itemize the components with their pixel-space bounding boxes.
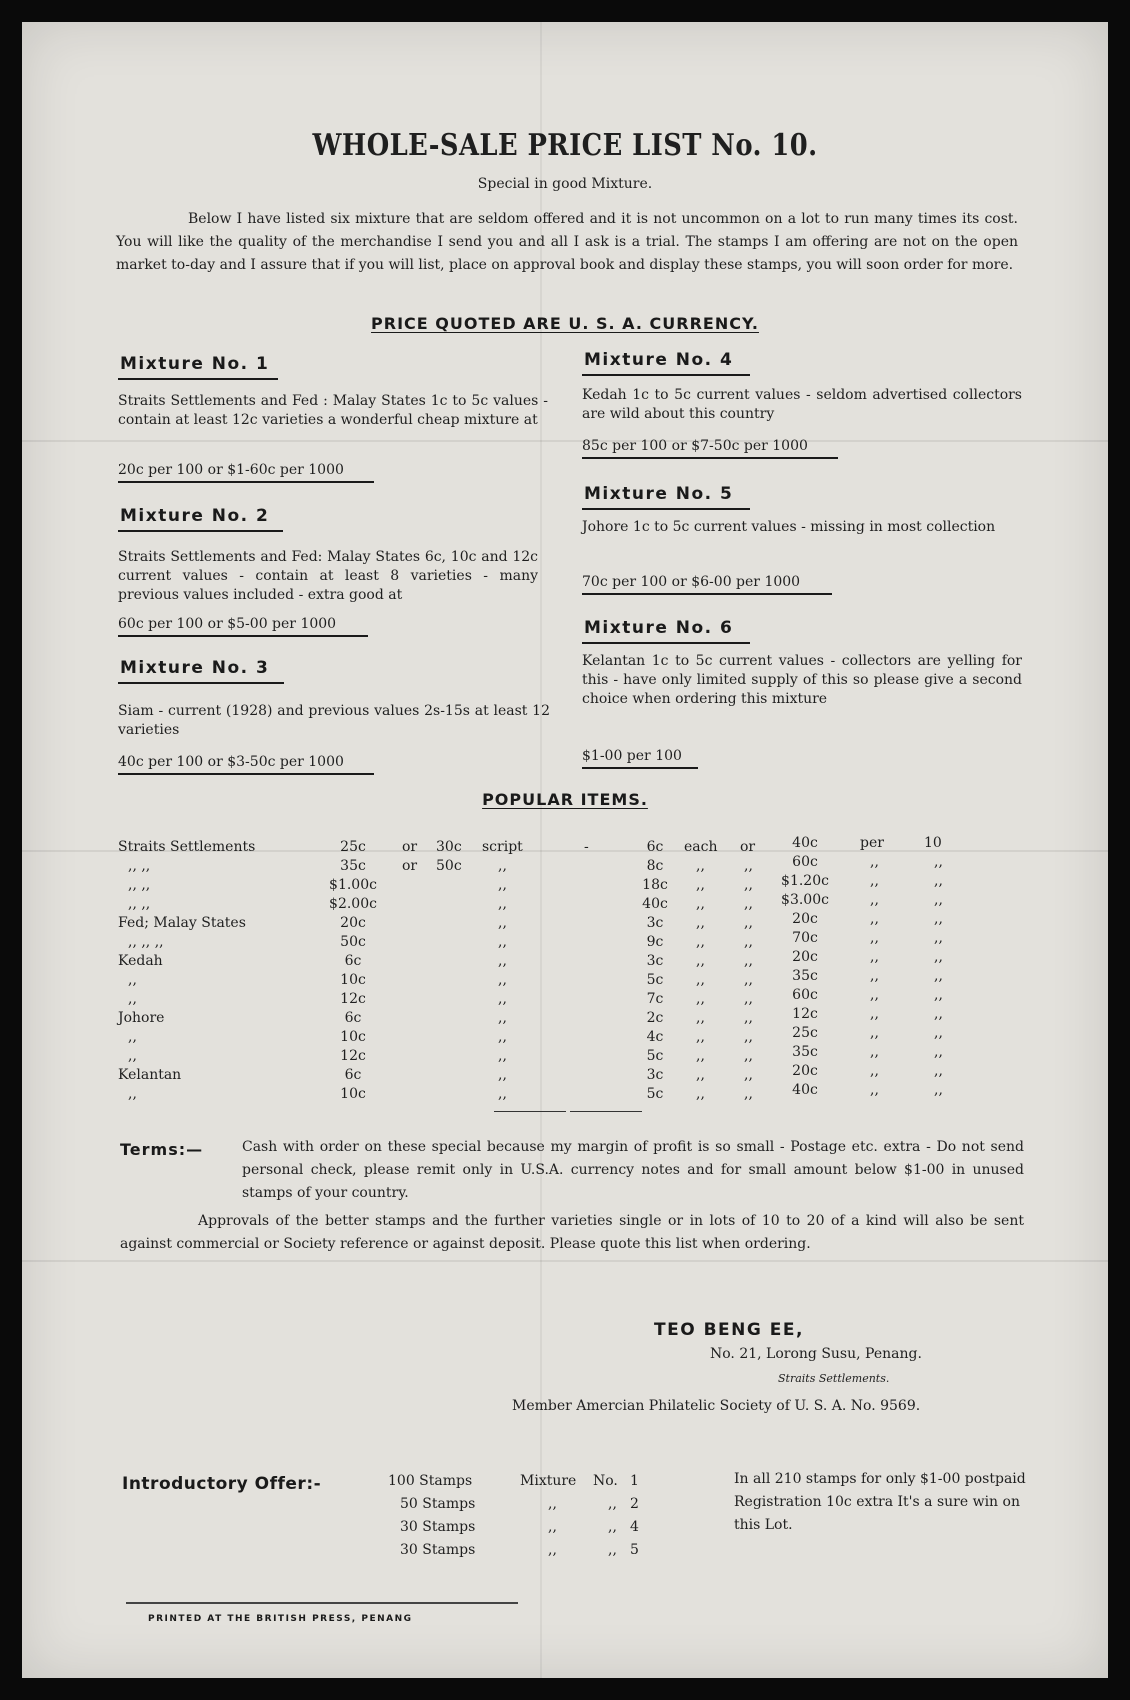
mixture-3-description: Siam - current (1928) and previous values 2s-15s at least 12 varieties bbox=[118, 703, 550, 738]
qty-cell: 10 bbox=[924, 835, 942, 851]
each-cell: ,, bbox=[696, 972, 705, 988]
offer-mixture: ,, bbox=[548, 1496, 557, 1512]
popular-items-table bbox=[118, 835, 978, 1104]
qty-cell: ,, bbox=[934, 968, 943, 984]
single-price-cell: 7c bbox=[646, 991, 664, 1007]
price-underline bbox=[582, 457, 838, 459]
single-price-cell: 40c bbox=[642, 896, 668, 912]
mixture-6-description: Kelantan 1c to 5c current values - collectors are yelling for this - have only limited supply of this so please give a second choice when ordering this mixture bbox=[582, 653, 1022, 707]
offer-num: 5 bbox=[630, 1542, 639, 1558]
bulk-price-cell: 20c bbox=[792, 911, 818, 927]
or-cell: ,, bbox=[744, 1048, 753, 1064]
bulk-price-cell: $3.00c bbox=[781, 892, 829, 908]
offer-no: ,, bbox=[608, 1496, 617, 1512]
per-cell: ,, bbox=[870, 1006, 879, 1022]
qty-cell: ,, bbox=[934, 987, 943, 1003]
membership-text: Member Amercian Philatelic Society of U. S. A. No. 9569. bbox=[512, 1398, 921, 1414]
each-cell: ,, bbox=[696, 877, 705, 893]
dash: - bbox=[584, 839, 589, 855]
heading-underline bbox=[582, 508, 750, 510]
per-cell: per bbox=[860, 835, 884, 851]
country-cell: Johore bbox=[118, 1010, 165, 1026]
bulk-price-cell: 20c bbox=[792, 949, 818, 965]
each-cell: each bbox=[684, 839, 718, 855]
country-cell: Kedah bbox=[118, 953, 163, 969]
offer-qty: 30 Stamps bbox=[400, 1542, 476, 1558]
each-cell: ,, bbox=[696, 991, 705, 1007]
qty-cell: ,, bbox=[934, 1006, 943, 1022]
offer-num: 1 bbox=[630, 1473, 639, 1489]
value-cell: 6c bbox=[344, 1067, 362, 1083]
alt-or: or bbox=[402, 839, 418, 855]
offer-num: 4 bbox=[630, 1519, 639, 1535]
price-underline bbox=[582, 767, 698, 769]
offer-no: No. bbox=[593, 1473, 618, 1489]
single-price-cell: 3c bbox=[646, 915, 664, 931]
alt-or: or bbox=[402, 858, 418, 874]
per-cell: ,, bbox=[870, 892, 879, 908]
qty-cell: ,, bbox=[934, 1063, 943, 1079]
single-price-cell: 4c bbox=[646, 1029, 664, 1045]
each-cell: ,, bbox=[696, 953, 705, 969]
price-underline bbox=[118, 481, 374, 483]
bulk-price-cell: 35c bbox=[792, 968, 818, 984]
fold-line bbox=[22, 1260, 1108, 1262]
script-cell: ,, bbox=[498, 934, 507, 950]
script-cell: ,, bbox=[498, 896, 507, 912]
mixture-1-description: Straits Settlements and Fed : Malay States 1c to 5c values - contain at least 12c varieties a wonderful cheap mixture at bbox=[118, 393, 548, 428]
script-cell: script bbox=[482, 839, 523, 855]
alt-value: 50c bbox=[436, 858, 462, 874]
per-cell: ,, bbox=[870, 930, 879, 946]
country-cell: ,, ,, ,, bbox=[128, 934, 164, 950]
offer-label: Introductory Offer:- bbox=[122, 1474, 322, 1494]
script-cell: ,, bbox=[498, 877, 507, 893]
mixture-5-heading: Mixture No. 5 bbox=[584, 484, 734, 504]
sender-region: Straits Settlements. bbox=[778, 1372, 890, 1385]
or-cell: ,, bbox=[744, 1067, 753, 1083]
per-cell: ,, bbox=[870, 1044, 879, 1060]
offer-qty: 30 Stamps bbox=[400, 1519, 476, 1535]
country-cell: Fed; Malay States bbox=[118, 915, 246, 931]
bulk-price-cell: 20c bbox=[792, 1063, 818, 1079]
country-cell: Straits Settlements bbox=[118, 839, 256, 855]
page-title: WHOLE-SALE PRICE LIST No. 10. bbox=[312, 128, 818, 163]
value-cell: 25c bbox=[340, 839, 366, 855]
terms-label: Terms:— bbox=[120, 1140, 204, 1159]
script-cell: ,, bbox=[498, 972, 507, 988]
each-cell: ,, bbox=[696, 1067, 705, 1083]
heading-underline bbox=[118, 378, 278, 380]
bulk-price-cell: 70c bbox=[792, 930, 818, 946]
bulk-price-cell: $1.20c bbox=[781, 873, 829, 889]
offer-qty: 100 Stamps bbox=[388, 1473, 473, 1489]
mixture-4-heading: Mixture No. 4 bbox=[584, 350, 734, 370]
mixture-4-description: Kedah 1c to 5c current values - seldom advertised collectors are wild about this country bbox=[582, 387, 1022, 422]
divider bbox=[570, 1111, 642, 1112]
bulk-price-cell: 60c bbox=[792, 987, 818, 1003]
alt-value: 30c bbox=[436, 839, 462, 855]
or-cell: ,, bbox=[744, 858, 753, 874]
mixture-4-price: 85c per 100 or $7-50c per 1000 bbox=[582, 438, 808, 454]
each-cell: ,, bbox=[696, 915, 705, 931]
value-cell: 6c bbox=[344, 1010, 362, 1026]
single-price-cell: 3c bbox=[646, 1067, 664, 1083]
single-price-cell: 8c bbox=[646, 858, 664, 874]
divider bbox=[494, 1111, 566, 1112]
or-cell: ,, bbox=[744, 1086, 753, 1102]
subtitle: Special in good Mixture. bbox=[477, 176, 653, 192]
or-cell: ,, bbox=[744, 915, 753, 931]
script-cell: ,, bbox=[498, 991, 507, 1007]
table-row bbox=[118, 838, 255, 857]
single-price-cell: 5c bbox=[646, 1048, 664, 1064]
country-cell: ,, bbox=[128, 1048, 137, 1064]
each-cell: ,, bbox=[696, 1010, 705, 1026]
mixture-2-price: 60c per 100 or $5-00 per 1000 bbox=[118, 616, 337, 632]
qty-cell: ,, bbox=[934, 911, 943, 927]
value-cell: $2.00c bbox=[329, 896, 377, 912]
single-price-cell: 5c bbox=[646, 972, 664, 988]
sender-address: No. 21, Lorong Susu, Penang. bbox=[710, 1346, 922, 1362]
mixture-2-description: Straits Settlements and Fed: Malay States 6c, 10c and 12c current values - contain at least 8 varieties - many previous values included - extra good at bbox=[118, 549, 538, 603]
bulk-price-cell: 40c bbox=[792, 1082, 818, 1098]
value-cell: 12c bbox=[340, 1048, 366, 1064]
offer-note: In all 210 stamps for only $1-00 postpaid Registration 10c extra It's a sure win on this Lot. bbox=[734, 1471, 1026, 1533]
qty-cell: ,, bbox=[934, 949, 943, 965]
script-cell: ,, bbox=[498, 858, 507, 874]
bulk-price-cell: 25c bbox=[792, 1025, 818, 1041]
per-cell: ,, bbox=[870, 854, 879, 870]
offer-mixture: ,, bbox=[548, 1519, 557, 1535]
bulk-price-cell: 60c bbox=[792, 854, 818, 870]
country-cell: ,, bbox=[128, 991, 137, 1007]
value-cell: 10c bbox=[340, 972, 366, 988]
single-price-cell: 5c bbox=[646, 1086, 664, 1102]
single-price-cell: 9c bbox=[646, 934, 664, 950]
footer-rule bbox=[126, 1602, 518, 1604]
heading-underline bbox=[582, 374, 750, 376]
bulk-price-cell: 35c bbox=[792, 1044, 818, 1060]
value-cell: 35c bbox=[340, 858, 366, 874]
country-cell: ,, ,, bbox=[128, 896, 151, 912]
offer-no: ,, bbox=[608, 1542, 617, 1558]
printer-credit: PRINTED AT THE BRITISH PRESS, PENANG bbox=[148, 1614, 413, 1624]
each-cell: ,, bbox=[696, 858, 705, 874]
country-cell: Kelantan bbox=[118, 1067, 182, 1083]
single-price-cell: 18c bbox=[642, 877, 668, 893]
mixture-6-price: $1-00 per 100 bbox=[582, 748, 682, 764]
each-cell: ,, bbox=[696, 1029, 705, 1045]
mixture-1-price: 20c per 100 or $1-60c per 1000 bbox=[118, 462, 344, 478]
or-cell: ,, bbox=[744, 934, 753, 950]
script-cell: ,, bbox=[498, 915, 507, 931]
price-underline bbox=[118, 773, 374, 775]
value-cell: 20c bbox=[340, 915, 366, 931]
mixture-1-heading: Mixture No. 1 bbox=[120, 354, 270, 374]
bulk-price-cell: 40c bbox=[792, 835, 818, 851]
or-cell: or bbox=[740, 839, 756, 855]
offer-mixture: Mixture bbox=[520, 1473, 577, 1489]
offer-list bbox=[380, 1470, 660, 1566]
value-cell: 50c bbox=[340, 934, 366, 950]
qty-cell: ,, bbox=[934, 873, 943, 889]
offer-mixture: ,, bbox=[548, 1542, 557, 1558]
country-cell: ,, ,, bbox=[128, 877, 151, 893]
per-cell: ,, bbox=[870, 949, 879, 965]
intro-paragraph: Below I have listed six mixture that are seldom offered and it is not uncommon on a lot to run many times its cost. You will like the quality of the merchandise I send you and all I ask is a trial. The stamps I am offering are not on the open market to-day and I assure that if you will list, place on approval book and display these stamps, you will soon order for more. bbox=[116, 211, 1018, 273]
value-cell: 10c bbox=[340, 1086, 366, 1102]
per-cell: ,, bbox=[870, 1063, 879, 1079]
terms-text: Cash with order on these special because my margin of profit is so small - Postage etc. extra - Do not send personal check, please remit only in U.S.A. currency notes and for small amount below $1-00 in unused stamps of your country. bbox=[242, 1139, 1024, 1201]
single-price-cell: 3c bbox=[646, 953, 664, 969]
currency-heading: PRICE QUOTED ARE U. S. A. CURRENCY. bbox=[371, 314, 759, 333]
country-cell: ,, bbox=[128, 972, 137, 988]
price-underline bbox=[582, 593, 832, 595]
mixture-5-price: 70c per 100 or $6-00 per 1000 bbox=[582, 574, 801, 590]
or-cell: ,, bbox=[744, 1029, 753, 1045]
or-cell: ,, bbox=[744, 972, 753, 988]
qty-cell: ,, bbox=[934, 854, 943, 870]
per-cell: ,, bbox=[870, 1082, 879, 1098]
country-cell: ,, bbox=[128, 1029, 137, 1045]
script-cell: ,, bbox=[498, 953, 507, 969]
price-underline bbox=[118, 635, 368, 637]
country-cell: ,, bbox=[128, 1086, 137, 1102]
offer-qty: 50 Stamps bbox=[400, 1496, 476, 1512]
per-cell: ,, bbox=[870, 987, 879, 1003]
or-cell: ,, bbox=[744, 896, 753, 912]
offer-no: ,, bbox=[608, 1519, 617, 1535]
mixture-2-heading: Mixture No. 2 bbox=[120, 506, 270, 526]
script-cell: ,, bbox=[498, 1086, 507, 1102]
popular-items-heading: POPULAR ITEMS. bbox=[482, 790, 648, 809]
script-cell: ,, bbox=[498, 1010, 507, 1026]
per-cell: ,, bbox=[870, 873, 879, 889]
single-price-cell: 2c bbox=[646, 1010, 664, 1026]
mixture-3-heading: Mixture No. 3 bbox=[120, 658, 270, 678]
heading-underline bbox=[118, 530, 283, 532]
heading-underline bbox=[118, 682, 284, 684]
value-cell: 10c bbox=[340, 1029, 366, 1045]
value-cell: 12c bbox=[340, 991, 366, 1007]
approvals-text: Approvals of the better stamps and the further varieties single or in lots of 10 to 20 of a kind will also be sent against commercial or Society reference or against deposit. Please quote this list when ordering. bbox=[120, 1213, 1024, 1252]
qty-cell: ,, bbox=[934, 1082, 943, 1098]
single-price-cell: 6c bbox=[646, 839, 664, 855]
each-cell: ,, bbox=[696, 1086, 705, 1102]
script-cell: ,, bbox=[498, 1067, 507, 1083]
qty-cell: ,, bbox=[934, 892, 943, 908]
mixture-3-price: 40c per 100 or $3-50c per 1000 bbox=[118, 754, 344, 770]
mixture-6-heading: Mixture No. 6 bbox=[584, 618, 734, 638]
per-cell: ,, bbox=[870, 911, 879, 927]
each-cell: ,, bbox=[696, 896, 705, 912]
script-cell: ,, bbox=[498, 1029, 507, 1045]
qty-cell: ,, bbox=[934, 930, 943, 946]
bulk-price-cell: 12c bbox=[792, 1006, 818, 1022]
per-cell: ,, bbox=[870, 1025, 879, 1041]
or-cell: ,, bbox=[744, 991, 753, 1007]
mixture-5-description: Johore 1c to 5c current values - missing in most collection bbox=[582, 519, 996, 535]
or-cell: ,, bbox=[744, 877, 753, 893]
heading-underline bbox=[582, 642, 750, 644]
or-cell: ,, bbox=[744, 953, 753, 969]
country-cell: ,, ,, bbox=[128, 858, 151, 874]
script-cell: ,, bbox=[498, 1048, 507, 1064]
or-cell: ,, bbox=[744, 1010, 753, 1026]
qty-cell: ,, bbox=[934, 1025, 943, 1041]
sender-name: TEO BENG EE, bbox=[654, 1320, 804, 1340]
qty-cell: ,, bbox=[934, 1044, 943, 1060]
offer-num: 2 bbox=[630, 1496, 639, 1512]
each-cell: ,, bbox=[696, 1048, 705, 1064]
per-cell: ,, bbox=[870, 968, 879, 984]
value-cell: $1.00c bbox=[329, 877, 377, 893]
value-cell: 6c bbox=[344, 953, 362, 969]
fold-line bbox=[22, 440, 1108, 442]
each-cell: ,, bbox=[696, 934, 705, 950]
